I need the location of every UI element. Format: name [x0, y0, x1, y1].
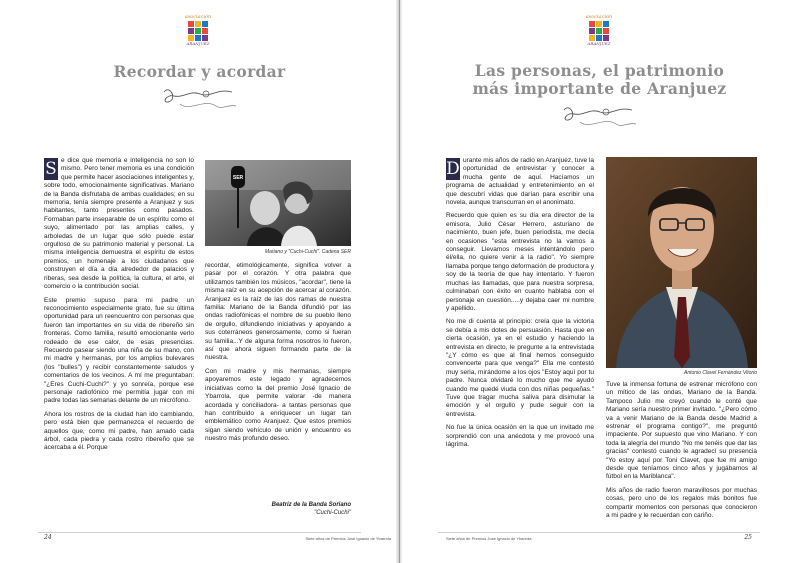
paragraph: No fue la única ocasión en la que un invitado me sorprendió con una anécdota y me provocó una lágrima. [446, 424, 594, 448]
logo-block [202, 28, 208, 34]
paragraph: Mis años de radio fueron maravillosos por muchas cosas, pero uno de los regalos más bonitos fue compartir momentos con personas que conocieron a mi padre y le recuerdan con cariño. [606, 486, 757, 520]
page-footer: Siete años de Premios José Ignacio de Ybarrola [446, 536, 532, 541]
paragraph: Con mi madre y mis hermanas, siempre apoyaremos este legado y agradecemos iniciativas como la del premio José Ignacio de Ybarrola, que permite valorar -de manera acordada y conciliadora- a tantas personas que han contribuido a enriquecer un lugar tan emblemático como Aranjuez. Que estos premios sigan siendo vehículo de unión y encuentro es nuestro más profundo deseo. [205, 367, 351, 443]
book-spine [396, 0, 402, 563]
drop-cap: D [446, 159, 460, 179]
logo-block [589, 21, 595, 27]
page-title [400, 62, 798, 98]
footer-rule [438, 532, 760, 533]
paragraph: No me di cuenta al principio: creía que la victoria se debía a mis dotes de persuasión. Hasta que en cierta ocasión, ya en el estudio y haciendo la entrevista en directo, le pregunte a la entrevistada "¿Y cómo es que al final hemos conseguido convencerte para que venga?" Ella me contestó muy seria, mirándome a los ojos "Estoy aquí por tu padre. Nunca olvidaré lo mucho que me ayudó cuando me quedé viuda con dos niñas pequeñas." Tuve que tragar mucha saliva para disimular la emoción y el orgullo y pude seguir con la entrevista. [446, 318, 594, 418]
page-number: 24 [44, 534, 52, 541]
paragraph: Tuve la inmensa fortuna de estrenar micrófono con un mítico de las ondas, Mariano de la Banda. Tampoco Julio me creyó cuando le conté que Mariano sería nuestro primer invitado. "¿Pero cómo va a venir Mariano de la Banda desde Madrid a estrenar el programa contigo?", me preguntó impaciente. Por supuesto que vino Mariano. Y con toda la alegría del mundo "No me tenéis que dar las gracias" contestó cuando le agradecí su presencia "Yo estoy aquí por Toni Clavet, que fue mi amigo desde que teníamos cinco años y jugábamos al fútbol en la Mariblanca". [606, 381, 757, 481]
logo-block [188, 28, 194, 34]
portrait-photo [606, 157, 757, 368]
signature-nickname: "Cuchi-Cuchi" [314, 509, 351, 516]
logo-block [603, 21, 609, 27]
association-logo [181, 14, 215, 54]
photo-caption: Mariano y "Cuchi-Cuchi". Cadena SER [264, 249, 351, 255]
signature-block [205, 502, 351, 517]
drop-cap: S [45, 159, 57, 179]
signature-flourish [560, 100, 640, 134]
logo-bottom-text: ARANJUEZ [587, 41, 611, 46]
logo-block [195, 28, 201, 34]
paragraph: Este premio supuso para mi padre un reconocimiento especialmente grato, fue su última oportunidad para un reencuentro con personas que fueron tan importantes en su vida de ribereño sin fronteras. Como familia, resultó emocionante verlo rodeado de ese calor, de esas presencias. Recuerdo pasear siendo una niña de su mano, con mi madre y hermanas, por los amplios bulevares (los "bulles") y recibir constantemente saludos y comentarios de los vecinos. A mí me preguntaban: "¿Eres Cuchi-Cuchi?" y yo sonreía, porque ese personaje radiofónico me permitía jugar con mi padre todas las semanas delante de un micrófono. [44, 296, 194, 405]
logo-block [188, 21, 194, 27]
page-number: 25 [744, 534, 752, 541]
right-column-1 [446, 157, 594, 454]
left-column-1 [44, 157, 194, 458]
right-column-2 [606, 381, 757, 526]
paragraph: D urante mis años de radio en Aranjuez, tuve la oportunidad de entrevistar y conocer a mucha gente de aquí. Hacíamos un programa de actualidad y entretenimiento en el que descubrí vidas que darían para escribir una novela, aunque transcurran en el anonimato. [446, 157, 594, 207]
association-logo [582, 14, 616, 54]
logo-top-text: asociación [585, 14, 613, 20]
logo-bottom-text: ARANJUEZ [186, 41, 210, 46]
logo-block [603, 28, 609, 34]
logo-blocks [589, 21, 609, 41]
signature-flourish [160, 82, 240, 116]
logo-top-text: asociación [184, 14, 212, 20]
logo-block [202, 21, 208, 27]
right-page [399, 0, 798, 563]
page-footer: Siete años de Premios José Ignacio de Ybarrola [305, 536, 391, 541]
footer-rule [38, 532, 361, 533]
photo-caption: Antonio Clavel Fernández Vitorio [683, 370, 757, 376]
left-column-2 [205, 262, 351, 449]
paragraph: Ahora los rostros de la ciudad han ido cambiando, pero está bien que permanezca el recuerdo de aquellos que, como mi padre, han amado cada árbol, cada piedra y cada rostro ribereño que se acercaba a él. Porque [44, 410, 194, 452]
signature-name: Beatriz de la Banda Soriano [271, 502, 351, 508]
paragraph: Recuerdo que quien es su día era director de la emisora, Julio César Herrero, asturiano de nacimiento, buen jefe, buen periodista, me decía en ocasiones "esta entrevista no la vamos a conseguir. Llevamos meses intentándolo pero él/ella, no quiere venir a la radio". Yo siempre llamaba porque tengo deformación de productora y soy de la teoría de que hay intentarlo. Y fueron muchas las llamadas, que para nuestra sorpresa, culminaban con éxito en cuanto hablaba con el personaje en cuestión.....y dejaba caer mi nombre y apellido. [446, 212, 594, 312]
logo-block [596, 28, 602, 34]
page-title: Recordar y acordar [113, 62, 286, 81]
radio-studio-photo [205, 160, 351, 246]
logo-block [195, 21, 201, 27]
paragraph: S e dice que memoria e inteligencia no son lo mismo. Pero tener memoria es una condición que permite hacer asociaciones inteligentes y, sobre todo, emocionalmente significativas. Mariano de la Banda disfrutaba de ambas cualidades; en su memoria, tenía siempre presente a Aranjuez y sus habitantes, tanto presentes como pasados. Formaban parte inseparable de un espíritu como el suyo, alimentado por las amplias calles, y arboledas de un lugar que sólo puede estar orgulloso de su patrimonio material y personal. La misma inteligencia demuestra el espíritu de estos premios, un homenaje a los ciudadanos que construyen el día a día alrededor de palacios y riberas, sea desde la política, la cultura, el arte, el comercio o la contribución social. [44, 157, 194, 291]
logo-block [596, 21, 602, 27]
logo-block [589, 28, 595, 34]
title-line-2: más importante de Aranjuez [472, 79, 727, 98]
microphone-label: SER [232, 175, 244, 181]
paragraph: recordar, etimológicamente, significa volver a pasar por el corazón. Y otra palabra que utilizamos también los músicos, "acordar", tiene la misma raíz en su acepción de acercar al corazón. Aranjuez es la raíz de las dos ramas de nuestra familia: Mariano de la Banda difundió por las ondas radiofónicas el nombre de su pueblo lleno de orgullo, difundiendo iniciativas y apoyando a sus coterráneos generosamente, como si fueran su familia...Y de alguna forma nosotros lo fueron, así que ahora siguen formando parte de la nuestra. [205, 262, 351, 362]
logo-blocks [188, 21, 208, 41]
title-line-1: Las personas, el patrimonio [474, 61, 725, 80]
